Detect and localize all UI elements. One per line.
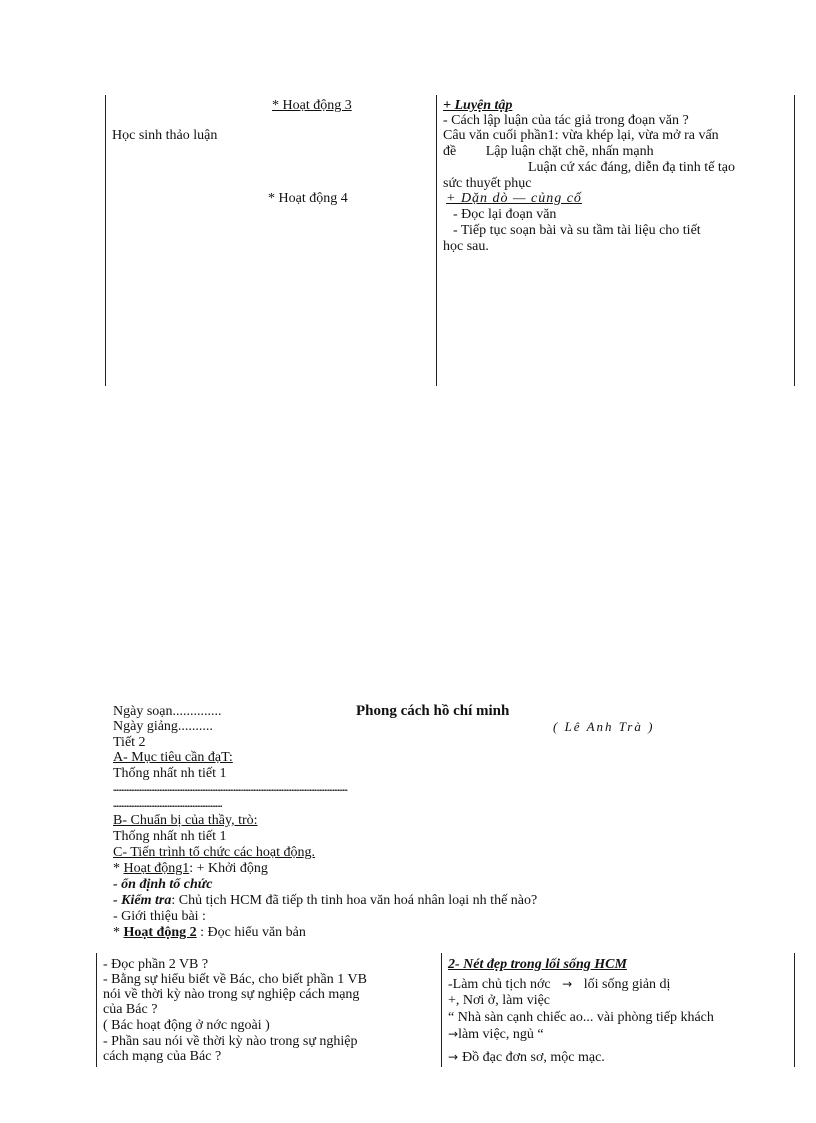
bottom-left-line-5: ( Bác hoạt động ở nớc ngoài ) — [103, 1018, 270, 1033]
section-b-heading: B- Chuẩn bị của thầy, trò: — [113, 813, 258, 828]
homework-item-2: - Tiếp tục soạn bài và su tầm tài liệu cho tiết — [453, 223, 701, 238]
top-table-left-border — [105, 95, 106, 386]
lifestyle-line-5-text: Đồ đạc đơn sơ, mộc mạc. — [462, 1050, 605, 1065]
discussion-text: Học sinh thảo luận — [112, 128, 218, 143]
practice-answer-line-3: Luận cứ xác đáng, diễn đạ tinh tế tạo — [528, 160, 736, 175]
lifestyle-line-4 — [448, 1027, 544, 1042]
bottom-left-line-3: nói về thời kỳ nào trong sự nghiệp cách mạng — [103, 987, 360, 1002]
bottom-left-line-1: - Đọc phần 2 VB ? — [103, 957, 209, 972]
top-table-middle-border — [436, 95, 437, 386]
practice-answer-line-1 — [443, 128, 786, 143]
bottom-table-middle-border — [441, 953, 442, 1067]
bottom-left-line-2: - Bằng sự hiểu biết về Bác, cho biết phần 1 VB — [103, 972, 367, 987]
homework-heading: + Dặn dò — củng cố — [446, 191, 582, 206]
lifestyle-line-2: +, Nơi ở, làm việc — [448, 993, 551, 1008]
activity-1-line — [113, 861, 268, 876]
bottom-left-line-7: cách mạng của Bác ? — [103, 1049, 222, 1064]
check-line — [113, 893, 537, 908]
practice-answer-word: đề — [443, 144, 457, 159]
bottom-table-left-border — [96, 953, 97, 1067]
activity-2-star: * — [113, 925, 124, 940]
activity-4-label: * Hoạt động 4 — [268, 191, 348, 206]
practice-answer-rest: Lập luận chặt chẽ, nhấn mạnh — [485, 144, 654, 159]
lifestyle-line-4-text: làm việc, ngủ “ — [458, 1027, 544, 1042]
arrow-icon: → — [448, 1050, 459, 1064]
section-a-heading: A- Mục tiêu cần đạT: — [113, 750, 233, 765]
bottom-table-right-border — [794, 953, 795, 1067]
lifestyle-line-1-post: lối sống giản dị — [583, 977, 671, 992]
lifestyle-line-5 — [448, 1050, 605, 1065]
activity-1-rest: : + Khởi động — [189, 861, 268, 876]
activity-2-line — [113, 925, 306, 940]
activity-2-rest: : Đọc hiểu văn bản — [196, 925, 306, 940]
date-prepared: Ngày soạn.............. — [113, 704, 222, 719]
intro-line: - Giới thiệu bài : — [113, 909, 206, 924]
homework-item-2-cont: học sau. — [443, 239, 489, 254]
practice-question-1: - Cách lập luận của tác giả trong đoạn văn ? — [443, 113, 689, 128]
practice-answer-line-4: sức thuyết phục — [443, 176, 532, 191]
period: Tiết 2 — [113, 735, 146, 750]
activity-2-label: Hoạt động 2 — [123, 925, 197, 940]
homework-item-1: - Đọc lại đoạn văn — [453, 207, 557, 222]
section-c-heading: C- Tiến trình tổ chức các hoạt động. — [113, 845, 316, 860]
check-label: - Kiểm tra — [113, 893, 172, 908]
dotted-line-1: .............................................................................................................................................. — [113, 783, 348, 793]
arrow-icon: → — [448, 1027, 459, 1041]
lesson-title: Phong cách hồ chí minh — [356, 703, 510, 719]
stabilize-line: - ổn định tổ chức — [113, 877, 213, 892]
arrow-icon: → — [562, 977, 573, 991]
dotted-line-2: .................................................................. — [113, 799, 222, 809]
practice-answer-line-2 — [443, 144, 654, 159]
lifestyle-heading: 2- Nét đẹp trong lối sống HCM — [448, 957, 627, 972]
lifestyle-line-1-pre: -Làm chủ tịch nớc — [448, 977, 551, 992]
activity-1-star: * — [113, 861, 124, 876]
top-table-right-border — [794, 95, 795, 386]
activity-3-label — [272, 98, 352, 113]
author: ( Lê Anh Trà ) — [553, 719, 655, 734]
objectives-note: Thống nhất nh tiết 1 — [113, 766, 227, 781]
activity-3-text: * Hoạt động 3 — [272, 98, 352, 113]
lifestyle-line-1 — [448, 977, 670, 992]
check-rest: : Chủ tịch HCM đã tiếp th tinh hoa văn hoá nhân loại nh thế nào? — [171, 893, 538, 908]
bottom-left-line-6: - Phần sau nói về thời kỳ nào trong sự nghiệp — [103, 1034, 358, 1049]
practice-answer-line-1-text: Câu văn cuối phần1: vừa khép lại, vừa mở ra vấn — [443, 128, 719, 143]
lifestyle-line-3: “ Nhà sàn cạnh chiếc ao... vài phòng tiếp khách — [448, 1010, 714, 1025]
practice-heading: + Luyện tập — [443, 98, 513, 113]
activity-1-label: Hoạt động1 — [123, 861, 190, 876]
preparation-note: Thống nhất nh tiết 1 — [113, 829, 227, 844]
date-taught: Ngày giảng.......... — [113, 719, 213, 734]
bottom-left-line-4: của Bác ? — [103, 1002, 158, 1017]
